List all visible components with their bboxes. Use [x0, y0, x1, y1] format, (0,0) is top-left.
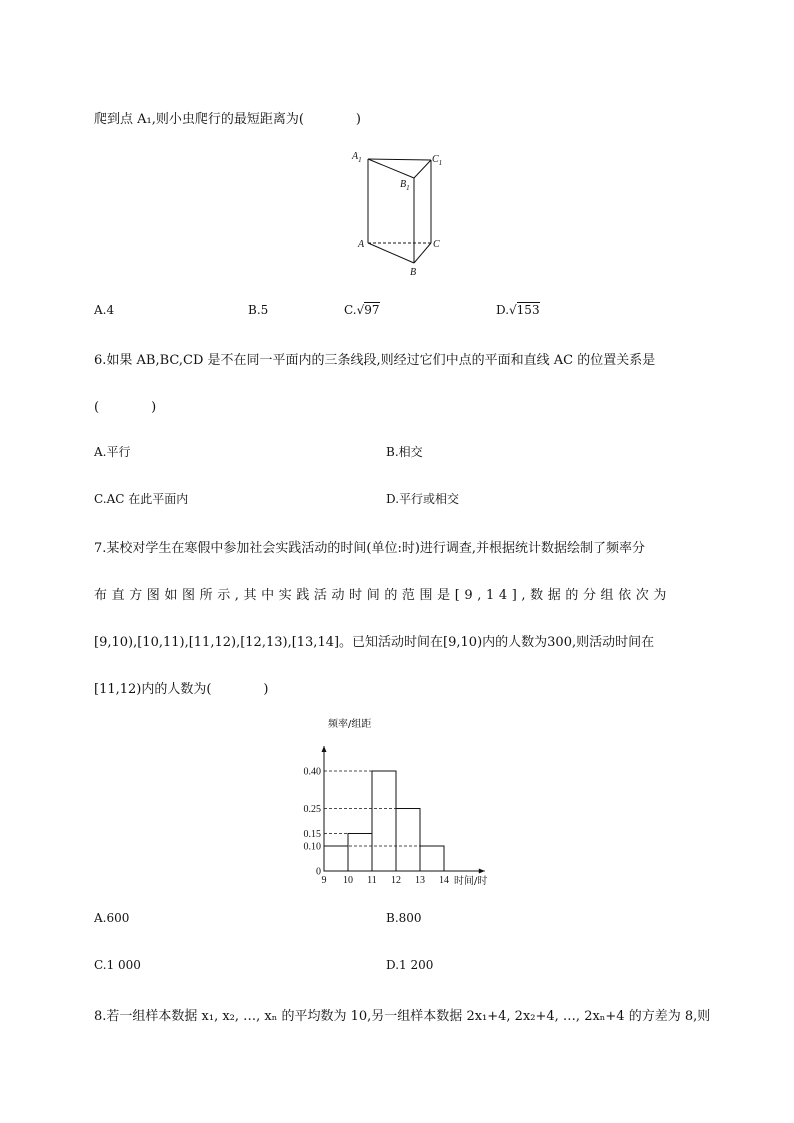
q7-option-b[interactable]: B.800: [386, 911, 422, 925]
sqrt-sign: √: [509, 303, 517, 317]
x-tick-label: 9: [321, 875, 327, 886]
x-axis-arrow: [479, 869, 485, 874]
q5-option-d[interactable]: [496, 303, 540, 317]
q7-stem-line-1: 7.某校对学生在寒假中参加社会实践活动的时间(单位:时)进行调查,并根据统计数据绘制了频率分: [94, 541, 646, 556]
q5-option-a[interactable]: A.4: [94, 303, 115, 317]
q7-stem-line-2: 布直方图如图所示,其中实践活动时间的范围是[9,14],数据的分组依次为: [94, 588, 671, 603]
y-tick-label: 0.10: [303, 841, 321, 853]
q7-stem-line-3: [9,10),[10,11),[11,12),[12,13),[13,14]。已知活动时间在[9,10)内的人数为300,则活动时间在: [94, 635, 655, 650]
edge-a1-c1: [368, 159, 431, 160]
label-a1: $A_1$: [352, 151, 362, 164]
frequency-histogram: [290, 712, 510, 890]
label-c: C: [433, 239, 440, 250]
histogram-bar: [420, 846, 444, 871]
x-tick-label: 10: [343, 875, 353, 886]
edge-b1-c1: [414, 160, 431, 178]
q6-stem-line-2: ( ): [94, 400, 157, 415]
label-c1: $C_1$: [432, 154, 443, 167]
q5-option-c-label: C.: [344, 303, 357, 317]
q8-stem-line-1: 8.若一组样本数据 x₁, x₂, …, xₙ 的平均数为 10,另一组样本数据 2x₁+4, 2x₂+4, …, 2xₙ+4 的方差为 8,则: [94, 1009, 711, 1024]
q6-option-b[interactable]: B.相交: [386, 445, 423, 459]
sqrt-sign: √: [356, 303, 365, 317]
x-tick-label: 12: [391, 875, 401, 886]
q5-stem-tail: 爬到点 A₁,则小虫爬行的最短距离为( ): [94, 112, 362, 127]
q6-option-d[interactable]: D.平行或相交: [386, 492, 460, 506]
label-b1: $B_1$: [400, 179, 410, 192]
y-axis-arrow: [322, 746, 327, 752]
y-tick-label: 0.15: [303, 829, 321, 840]
y-tick-label: 0.25: [303, 804, 321, 815]
x-tick-label: 14: [439, 875, 449, 886]
edge-b-c: [414, 243, 431, 263]
y-tick-label: 0: [316, 866, 321, 878]
q7-option-a[interactable]: A.600: [94, 911, 130, 925]
q7-option-c[interactable]: C.1 000: [94, 958, 141, 972]
edge-a-b: [368, 243, 414, 263]
prism-figure: [340, 145, 460, 280]
edge-a1-b1: [368, 159, 414, 178]
y-tick-label: 0.40: [303, 766, 321, 778]
label-a: A: [358, 239, 365, 250]
q5-option-b[interactable]: B.5: [248, 303, 269, 317]
x-tick-label: 11: [367, 875, 377, 886]
q5-option-c[interactable]: [344, 303, 380, 317]
q6-option-a[interactable]: A.平行: [94, 445, 131, 459]
q6-stem-line-1: 6.如果 AB,BC,CD 是不在同一平面内的三条线段,则经过它们中点的平面和直线 AC 的位置关系是: [94, 353, 656, 368]
x-axis-label: 时间/时: [454, 876, 488, 887]
q7-stem-line-4: [11,12)内的人数为( ): [94, 682, 269, 697]
q7-option-d[interactable]: D.1 200: [386, 958, 434, 972]
x-tick-label: 13: [415, 875, 425, 886]
q5-option-c-radicand: 97: [364, 303, 380, 317]
histogram-bar: [396, 809, 420, 872]
q6-option-c[interactable]: C.AC 在此平面内: [94, 492, 189, 506]
label-b: B: [410, 267, 417, 278]
histogram-bar: [324, 846, 348, 871]
q5-option-d-radicand: 153: [516, 303, 540, 317]
histogram-bar: [348, 834, 372, 872]
histogram-bar: [372, 771, 396, 871]
q5-option-d-label: D.: [496, 303, 510, 317]
y-axis-label: 频率/组距: [328, 719, 372, 730]
